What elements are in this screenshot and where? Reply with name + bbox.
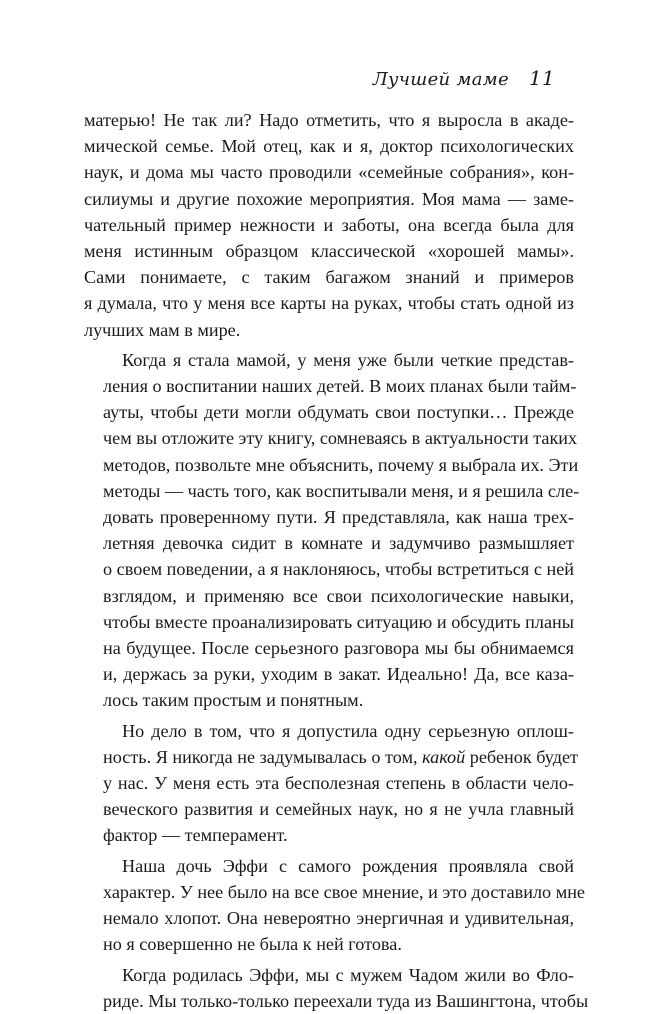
text-line: немало хлопот. Она невероятно энергичная и удивительная, — [103, 908, 574, 929]
paragraph — [84, 718, 579, 849]
text-line: методы — часть того, как воспитывали меня, и я решила сле- — [103, 480, 580, 501]
text-line: ауты, чтобы дети могли обдумать свои поступки… Прежде — [103, 402, 574, 423]
text-line: о своем поведении, а я наклоняюсь, чтобы встретиться с ней — [103, 559, 574, 580]
text-line: лось таким простым и понятным. — [103, 690, 364, 711]
text-line: риде. Мы только-только переехали туда из Вашингтона, чтобы — [103, 990, 589, 1011]
text-line: чательный пример нежности и заботы, она всегда была для — [84, 214, 574, 235]
text-line: чтобы вместе проанализировать ситуацию и обсудить планы — [103, 611, 574, 632]
emphasis: какой — [422, 746, 466, 767]
text-line: методов, позвольте мне объяснить, почему я выбрала их. Эти — [103, 454, 579, 475]
text-line: наук, и дома мы часто проводили «семейные собрания», кон- — [84, 162, 574, 183]
text-line: довать проверенному пути. Я представляла, как наша трех- — [103, 507, 574, 528]
text-line: силиумы и другие похожие мероприятия. Моя мама — заме- — [84, 188, 574, 209]
text-line: ления о воспитании наших детей. В моих планах были тайм- — [103, 376, 577, 397]
text-line: Сами понимаете, с таким багажом знаний и примеров — [84, 267, 574, 288]
text-line: Когда я стала мамой, у меня уже были четкие представ- — [122, 349, 574, 370]
text-line: фактор — темперамент. — [103, 825, 288, 846]
text-line: лучших мам в мире. — [84, 319, 241, 340]
text-line: характер. У нее было на все свое мнение, и это доставило мне — [103, 881, 586, 902]
running-head-title: Лучшей маме — [372, 69, 509, 90]
text-line: ность. Я никогда не задумывалась о том, какой ребенок будет — [103, 746, 579, 767]
text-line: но я совершенно не была к ней готова. — [103, 934, 402, 955]
text-line: Когда родилась Эффи, мы с мужем Чадом жили во Фло- — [122, 964, 574, 985]
text-line: меня истинным образцом классической «хорошей мамы». — [84, 241, 574, 262]
paragraph — [84, 107, 574, 343]
text-line: веческого развития и семейных наук, но я не учла главный — [103, 799, 574, 820]
running-head — [373, 66, 555, 90]
body-text — [84, 107, 589, 1014]
text-line: я думала, что у меня все карты на руках, чтобы стать одной из — [84, 293, 574, 314]
paragraph — [84, 853, 586, 958]
text-line: на будущее. После серьезного разговора мы бы обнимаемся — [103, 638, 574, 659]
text-line: взглядом, и применяю все свои психологические навыки, — [103, 585, 574, 606]
paragraph — [84, 962, 589, 1014]
page-number: 11 — [528, 66, 555, 90]
text-line: мической семье. Мой отец, как и я, доктор психологических — [84, 136, 574, 157]
text-line: у нас. У меня есть эта бесполезная степень в области чело- — [103, 773, 574, 794]
text-line: Наша дочь Эффи с самого рождения проявляла свой — [122, 855, 574, 876]
text-line: Но дело в том, что я допустила одну серьезную оплош- — [122, 720, 574, 741]
text-line: чем вы отложите эту книгу, сомневаясь в актуальности таких — [103, 428, 578, 449]
text-line: матерью! Не так ли? Надо отметить, что я выросла в акаде- — [84, 110, 574, 130]
text-line: и, держась за руки, уходим в закат. Идеально! Да, все каза- — [103, 664, 574, 685]
paragraph — [84, 347, 580, 714]
text-line: летняя девочка сидит в комнате и задумчиво размышляет — [103, 533, 574, 554]
